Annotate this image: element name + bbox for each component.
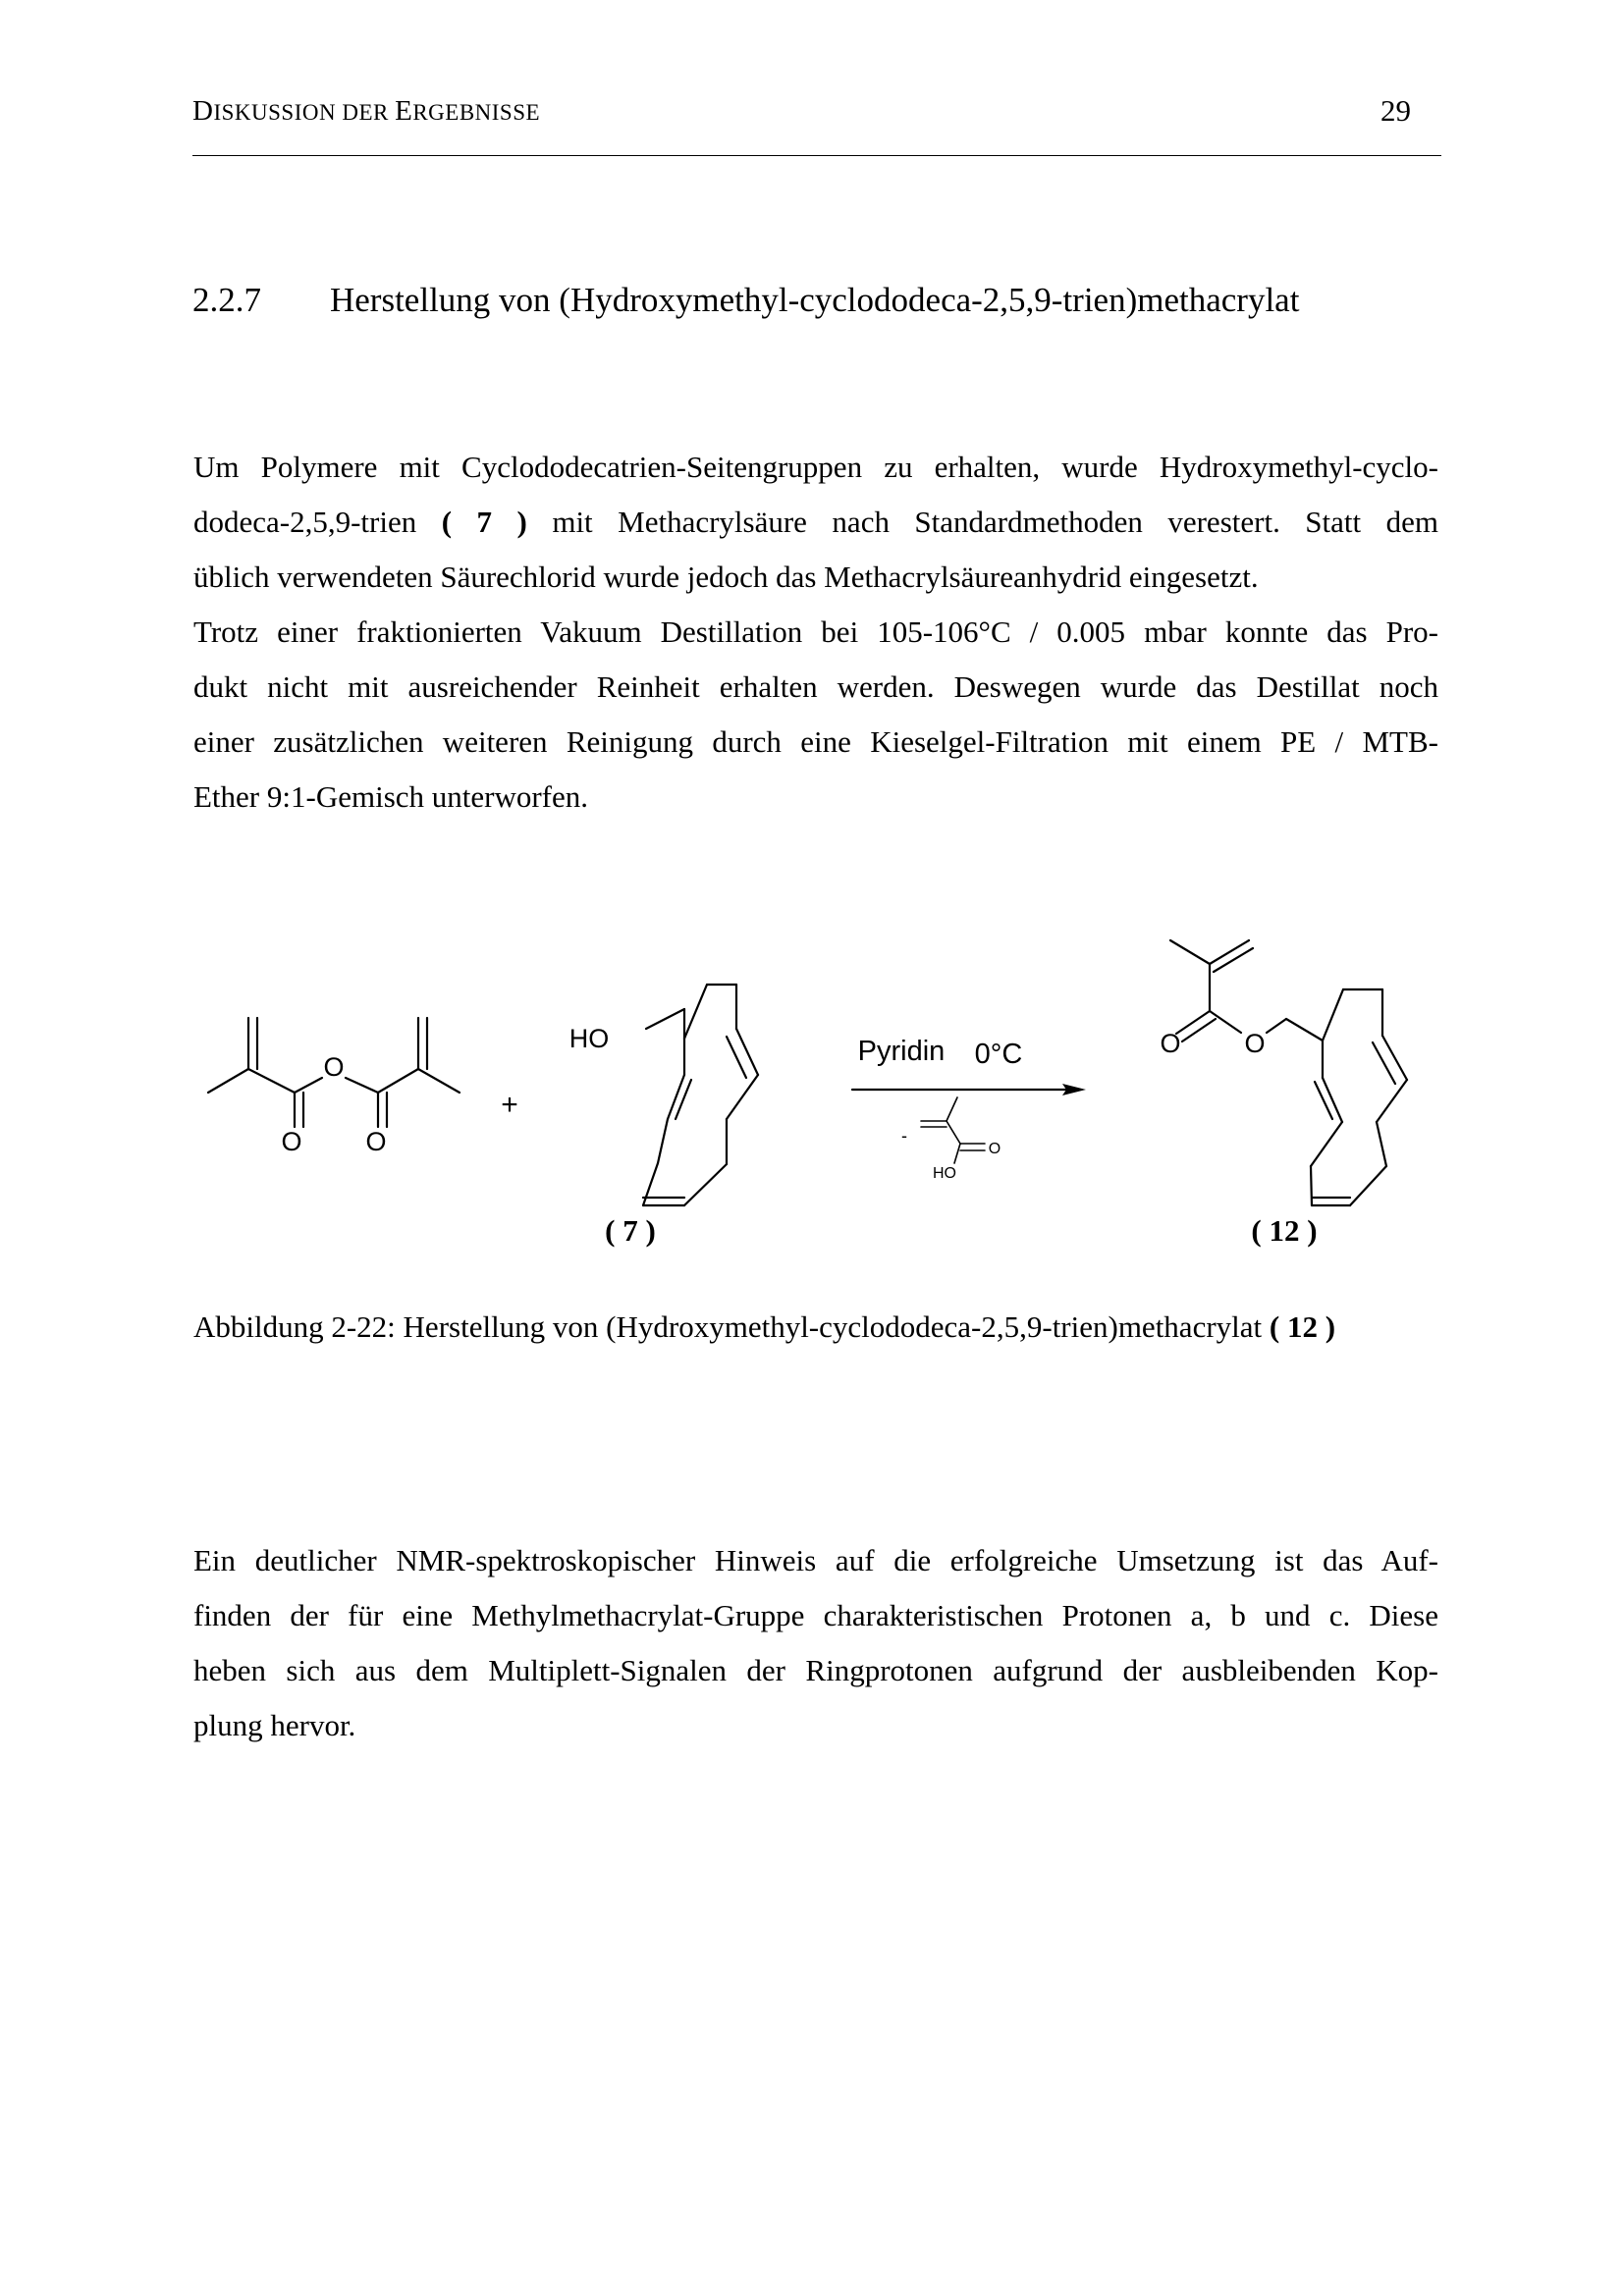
methacrylic-acid-structure: [921, 1097, 985, 1163]
reagent-label: Pyridin: [857, 1036, 946, 1067]
paragraph-line: Ein deutlicher NMR-spektroskopischer Hinweis auf die erfolgreiche Umsetzung ist das Auf-: [193, 1543, 1438, 1577]
caption-compound-ref: ( 12 ): [1269, 1309, 1336, 1344]
section-title: Herstellung von (Hydroxymethyl-cyclododeca-2,5,9-trien)methacrylat: [330, 281, 1300, 319]
acid-hydroxyl-label: HO: [933, 1165, 956, 1182]
section-heading: [192, 281, 1299, 320]
temperature-label: 0°C: [974, 1039, 1023, 1070]
paragraph-line: heben sich aus dem Multiplett-Signalen der Ringprotonen aufgrund der ausbleibenden Kop-: [193, 1653, 1438, 1687]
reaction-arrow: [852, 1084, 1086, 1095]
ester-carbonyl-oxygen: O: [1160, 1029, 1181, 1058]
compound-7-structure: [643, 985, 758, 1205]
page-number: 29: [1380, 93, 1411, 128]
hydroxyl-label: HO: [568, 1024, 610, 1053]
minus-sign: -: [901, 1126, 907, 1146]
acid-carbonyl-oxygen: O: [988, 1141, 1001, 1157]
paragraph-line: üblich verwendeten Säurechlorid wurde jedoch das Methacrylsäureanhydrid eingesetzt.: [193, 560, 1259, 594]
compound-ref: ( 7 ): [441, 505, 527, 539]
anhydride-bridge-oxygen: O: [323, 1052, 345, 1082]
paragraph-line: Ether 9:1-Gemisch unterworfen.: [193, 779, 589, 814]
paragraph-line: Trotz einer fraktionierten Vakuum Destillation bei 105-106°C / 0.005 mbar konnte das Pro-: [193, 614, 1438, 649]
compound-12-structure: [1170, 940, 1407, 1205]
header-divider: [192, 155, 1441, 156]
paragraph-2: [193, 1533, 1438, 1753]
paragraph-line: plung hervor.: [193, 1708, 356, 1742]
paragraph-line: Um Polymere mit Cyclododecatrien-Seitengruppen zu erhalten, wurde Hydroxymethyl-cyclo-: [193, 450, 1438, 484]
running-header-title: DISKUSSION DER ERGEBNISSE: [192, 95, 541, 127]
compound-7-label: ( 7 ): [605, 1213, 656, 1248]
plus-sign: +: [501, 1089, 518, 1121]
section-number: 2.2.7: [192, 281, 261, 319]
paragraph-1: [193, 440, 1438, 825]
paragraph-line: dodeca-2,5,9-trien ( 7 ) mit Methacrylsäure nach Standardmethoden verestert. Statt dem: [193, 505, 1438, 539]
paragraph-line: einer zusätzlichen weiteren Reinigung durch eine Kieselgel-Filtration mit einem PE / MTB-: [193, 724, 1438, 759]
reaction-scheme: [0, 903, 1623, 1256]
figure-caption: Abbildung 2-22: Herstellung von (Hydroxymethyl-cyclododeca-2,5,9-trien)methacrylat ( 12 ): [193, 1309, 1336, 1344]
compound-12-label: ( 12 ): [1251, 1213, 1318, 1248]
carbonyl-oxygen-right: O: [365, 1127, 387, 1156]
paragraph-line: dukt nicht mit ausreichender Reinheit erhalten werden. Deswegen wurde das Destillat noch: [193, 669, 1438, 704]
carbonyl-oxygen-left: O: [281, 1127, 302, 1156]
paragraph-line: finden der für eine Methylmethacrylat-Gruppe charakteristischen Protonen a, b und c. Diese: [193, 1598, 1438, 1632]
ester-oxygen: O: [1244, 1029, 1266, 1058]
